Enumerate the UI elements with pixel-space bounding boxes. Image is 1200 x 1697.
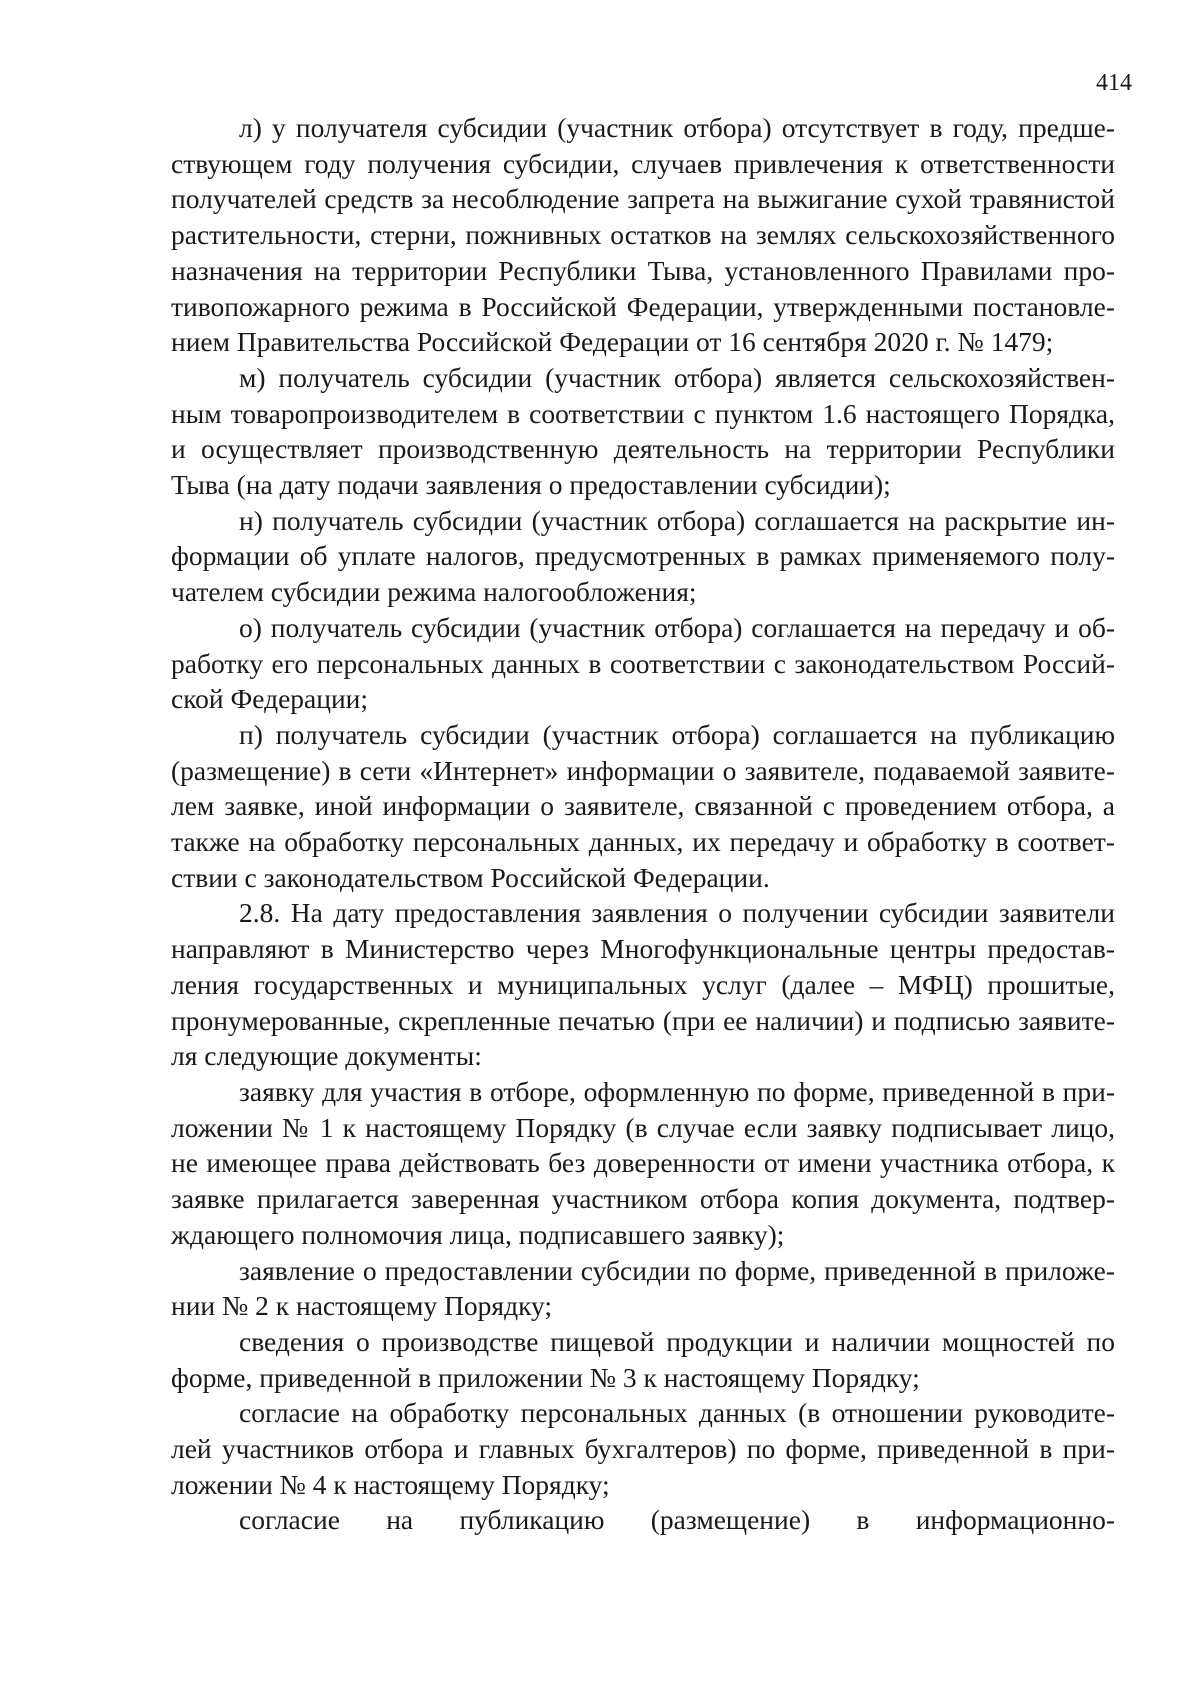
document-body bbox=[171, 110, 1115, 1538]
paragraph-n: н) получатель субсидии (участник отбора) соглашается на раскрытие информации об уплате налогов, предусмотренных в рамках применяемого получателем субсидии режима налогообложения; bbox=[171, 504, 1115, 608]
page-number: 414 bbox=[1096, 70, 1132, 96]
document-item-publication-consent: согласие на публикацию (размещение) в информационно- bbox=[239, 1504, 1115, 1536]
paragraph-m: м) получатель субсидии (участник отбора) является сельскохозяйственным товаропроизводителем в соответствии с пунктом 1.6 настоящего Порядка, и осуществляет производственную деятельность на территории Республики Тыва (на дату подачи заявления о предоставлении субсидии); bbox=[171, 361, 1115, 501]
paragraph-p: п) получатель субсидии (участник отбора) соглашается на публикацию (размещение) в сети «Интернет» информации о заявителе, подаваемой заявителем заявке, иной информации о заявителе, связанной с проведением отбора, а также на обработку персональных данных, их передачу и обработку в соответствии с законодательством Российской Федерации. bbox=[171, 718, 1115, 893]
document-item-application: заявку для участия в отборе, оформленную по форме, приведенной в приложении № 1 к настоящему Порядку (в случае если заявку подписывает лицо, не имеющее права действовать без доверенности от имени участника отбора, к заявке прилагается заверенная участником отбора копия документа, подтверждающего полномочия лица, подписавшего заявку); bbox=[171, 1075, 1115, 1250]
document-item-personal-data-consent: согласие на обработку персональных данных (в отношении руководителей участников отбора и главных бухгалтеров) по форме, приведенной в приложении № 4 к настоящему Порядку; bbox=[171, 1397, 1115, 1500]
paragraph-o: о) получатель субсидии (участник отбора) соглашается на передачу и обработку его персональных данных в соответствии с законодательством Российской Федерации; bbox=[171, 611, 1115, 715]
paragraph-l: л) у получателя субсидии (участник отбора) отсутствует в году, предшествующем году получения субсидии, случаев привлечения к ответственности получателей средств за несоблюдение запрета на выжигание сухой травянистой растительности, стерни, пожнивных остатков на землях сельскохозяйственного назначения на территории Республики Тыва, установленного Правилами противопожарного режима в Российской Федерации, утвержденными постановлением Правительства Российской Федерации от 16 сентября 2020 г. № 1479; bbox=[171, 112, 1115, 358]
document-item-subsidy-request: заявление о предоставлении субсидии по форме, приведенной в приложении № 2 к настоящему Порядку; bbox=[171, 1254, 1115, 1322]
document-item-production-info: сведения о производстве пищевой продукции и наличии мощностей по форме, приведенной в приложении № 3 к настоящему Порядку; bbox=[171, 1325, 1115, 1393]
paragraph-2-8: 2.8. На дату предоставления заявления о получении субсидии заявители направляют в Министерство через Многофункциональные центры предоставления государственных и муниципальных услуг (далее – МФЦ) прошитые, пронумерованные, скрепленные печатью (при ее наличии) и подписью заявителя следующие документы: bbox=[171, 897, 1115, 1072]
